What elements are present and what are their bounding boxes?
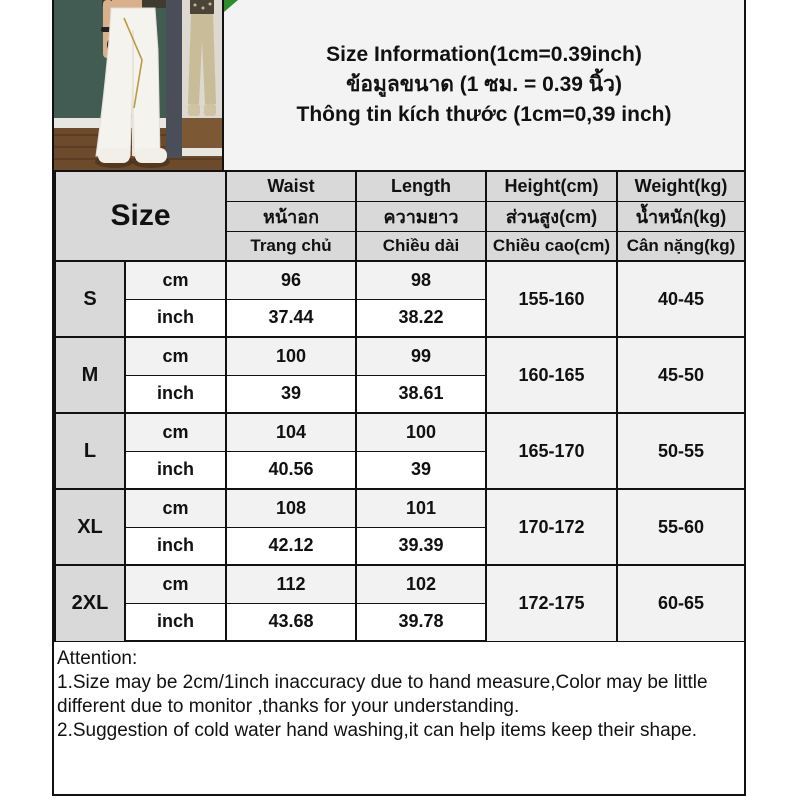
waist-inch-m: 39 — [226, 375, 356, 413]
col-header-weight-en: Weight(kg) — [617, 171, 745, 201]
title-thai: ข้อมูลขนาด (1 ซม. = 0.39 นิ้ว) — [346, 72, 622, 96]
col-header-waist-vi: Trang chủ — [226, 231, 356, 261]
table-row — [55, 261, 745, 299]
weight-l: 50-55 — [617, 413, 745, 489]
col-header-height-th: ส่วนสูง(cm) — [486, 201, 617, 231]
size-column-header: Size — [55, 171, 226, 261]
waist-inch-s: 37.44 — [226, 299, 356, 337]
unit-cell: inch — [125, 603, 226, 641]
title-english: Size Information(1cm=0.39inch) — [326, 42, 642, 66]
weight-xl: 55-60 — [617, 489, 745, 565]
attention-note-2: 2.Suggestion of cold water hand washing,it can help items keep their shape. — [57, 719, 698, 741]
attention-section — [54, 642, 744, 794]
table-row — [55, 413, 745, 451]
col-header-length-en: Length — [356, 171, 486, 201]
unit-cell: cm — [125, 261, 226, 299]
waist-inch-xl: 42.12 — [226, 527, 356, 565]
unit-cell: inch — [125, 527, 226, 565]
title-vietnamese: Thông tin kích thước (1cm=0,39 inch) — [296, 103, 672, 127]
unit-cell: cm — [125, 337, 226, 375]
top-section — [54, 0, 744, 170]
waist-cm-2xl: 112 — [226, 565, 356, 603]
size-chart-sheet — [52, 0, 746, 796]
col-header-waist-en: Waist — [226, 171, 356, 201]
length-cm-m: 99 — [356, 337, 486, 375]
waist-cm-m: 100 — [226, 337, 356, 375]
waist-cm-l: 104 — [226, 413, 356, 451]
col-header-length-vi: Chiều dài — [356, 231, 486, 261]
col-header-length-th: ความยาว — [356, 201, 486, 231]
col-header-height-en: Height(cm) — [486, 171, 617, 201]
length-inch-m: 38.61 — [356, 375, 486, 413]
unit-cell: inch — [125, 299, 226, 337]
weight-2xl: 60-65 — [617, 565, 745, 641]
table-row — [55, 489, 745, 527]
col-header-weight-vi: Cân nặng(kg) — [617, 231, 745, 261]
size-label-2xl: 2XL — [55, 565, 125, 641]
size-label-m: M — [55, 337, 125, 413]
length-inch-s: 38.22 — [356, 299, 486, 337]
waist-inch-2xl: 43.68 — [226, 603, 356, 641]
length-cm-xl: 101 — [356, 489, 486, 527]
length-cm-l: 100 — [356, 413, 486, 451]
header-row-english — [55, 171, 745, 201]
height-2xl: 172-175 — [486, 565, 617, 641]
waist-cm-xl: 108 — [226, 489, 356, 527]
table-row — [55, 337, 745, 375]
col-header-waist-th: หน้าอก — [226, 201, 356, 231]
unit-cell: cm — [125, 413, 226, 451]
green-corner-flag-icon — [224, 0, 238, 12]
photo-mirror-frame — [166, 0, 182, 158]
height-xl: 170-172 — [486, 489, 617, 565]
length-inch-xl: 39.39 — [356, 527, 486, 565]
photo-shoe-right — [135, 148, 167, 163]
attention-heading: Attention: — [57, 648, 138, 669]
product-photo — [54, 0, 224, 170]
length-cm-s: 98 — [356, 261, 486, 299]
size-table — [54, 170, 746, 642]
length-cm-2xl: 102 — [356, 565, 486, 603]
attention-note-1: 1.Size may be 2cm/1inch inaccuracy due to hand measure,Color may be little different due to monitor ,thanks for your understanding. — [57, 671, 708, 717]
title-block — [224, 0, 744, 170]
weight-s: 40-45 — [617, 261, 745, 337]
length-inch-2xl: 39.78 — [356, 603, 486, 641]
length-inch-l: 39 — [356, 451, 486, 489]
unit-cell: cm — [125, 489, 226, 527]
waist-cm-s: 96 — [226, 261, 356, 299]
height-m: 160-165 — [486, 337, 617, 413]
waist-inch-l: 40.56 — [226, 451, 356, 489]
col-header-weight-th: น้ำหนัก(kg) — [617, 201, 745, 231]
unit-cell: inch — [125, 375, 226, 413]
col-header-height-vi: Chiều cao(cm) — [486, 231, 617, 261]
size-label-l: L — [55, 413, 125, 489]
weight-m: 45-50 — [617, 337, 745, 413]
size-label-xl: XL — [55, 489, 125, 565]
size-label-s: S — [55, 261, 125, 337]
height-s: 155-160 — [486, 261, 617, 337]
unit-cell: inch — [125, 451, 226, 489]
unit-cell: cm — [125, 565, 226, 603]
photo-shoe-left — [98, 148, 130, 163]
product-photo-illustration — [54, 0, 222, 170]
table-row — [55, 565, 745, 603]
height-l: 165-170 — [486, 413, 617, 489]
